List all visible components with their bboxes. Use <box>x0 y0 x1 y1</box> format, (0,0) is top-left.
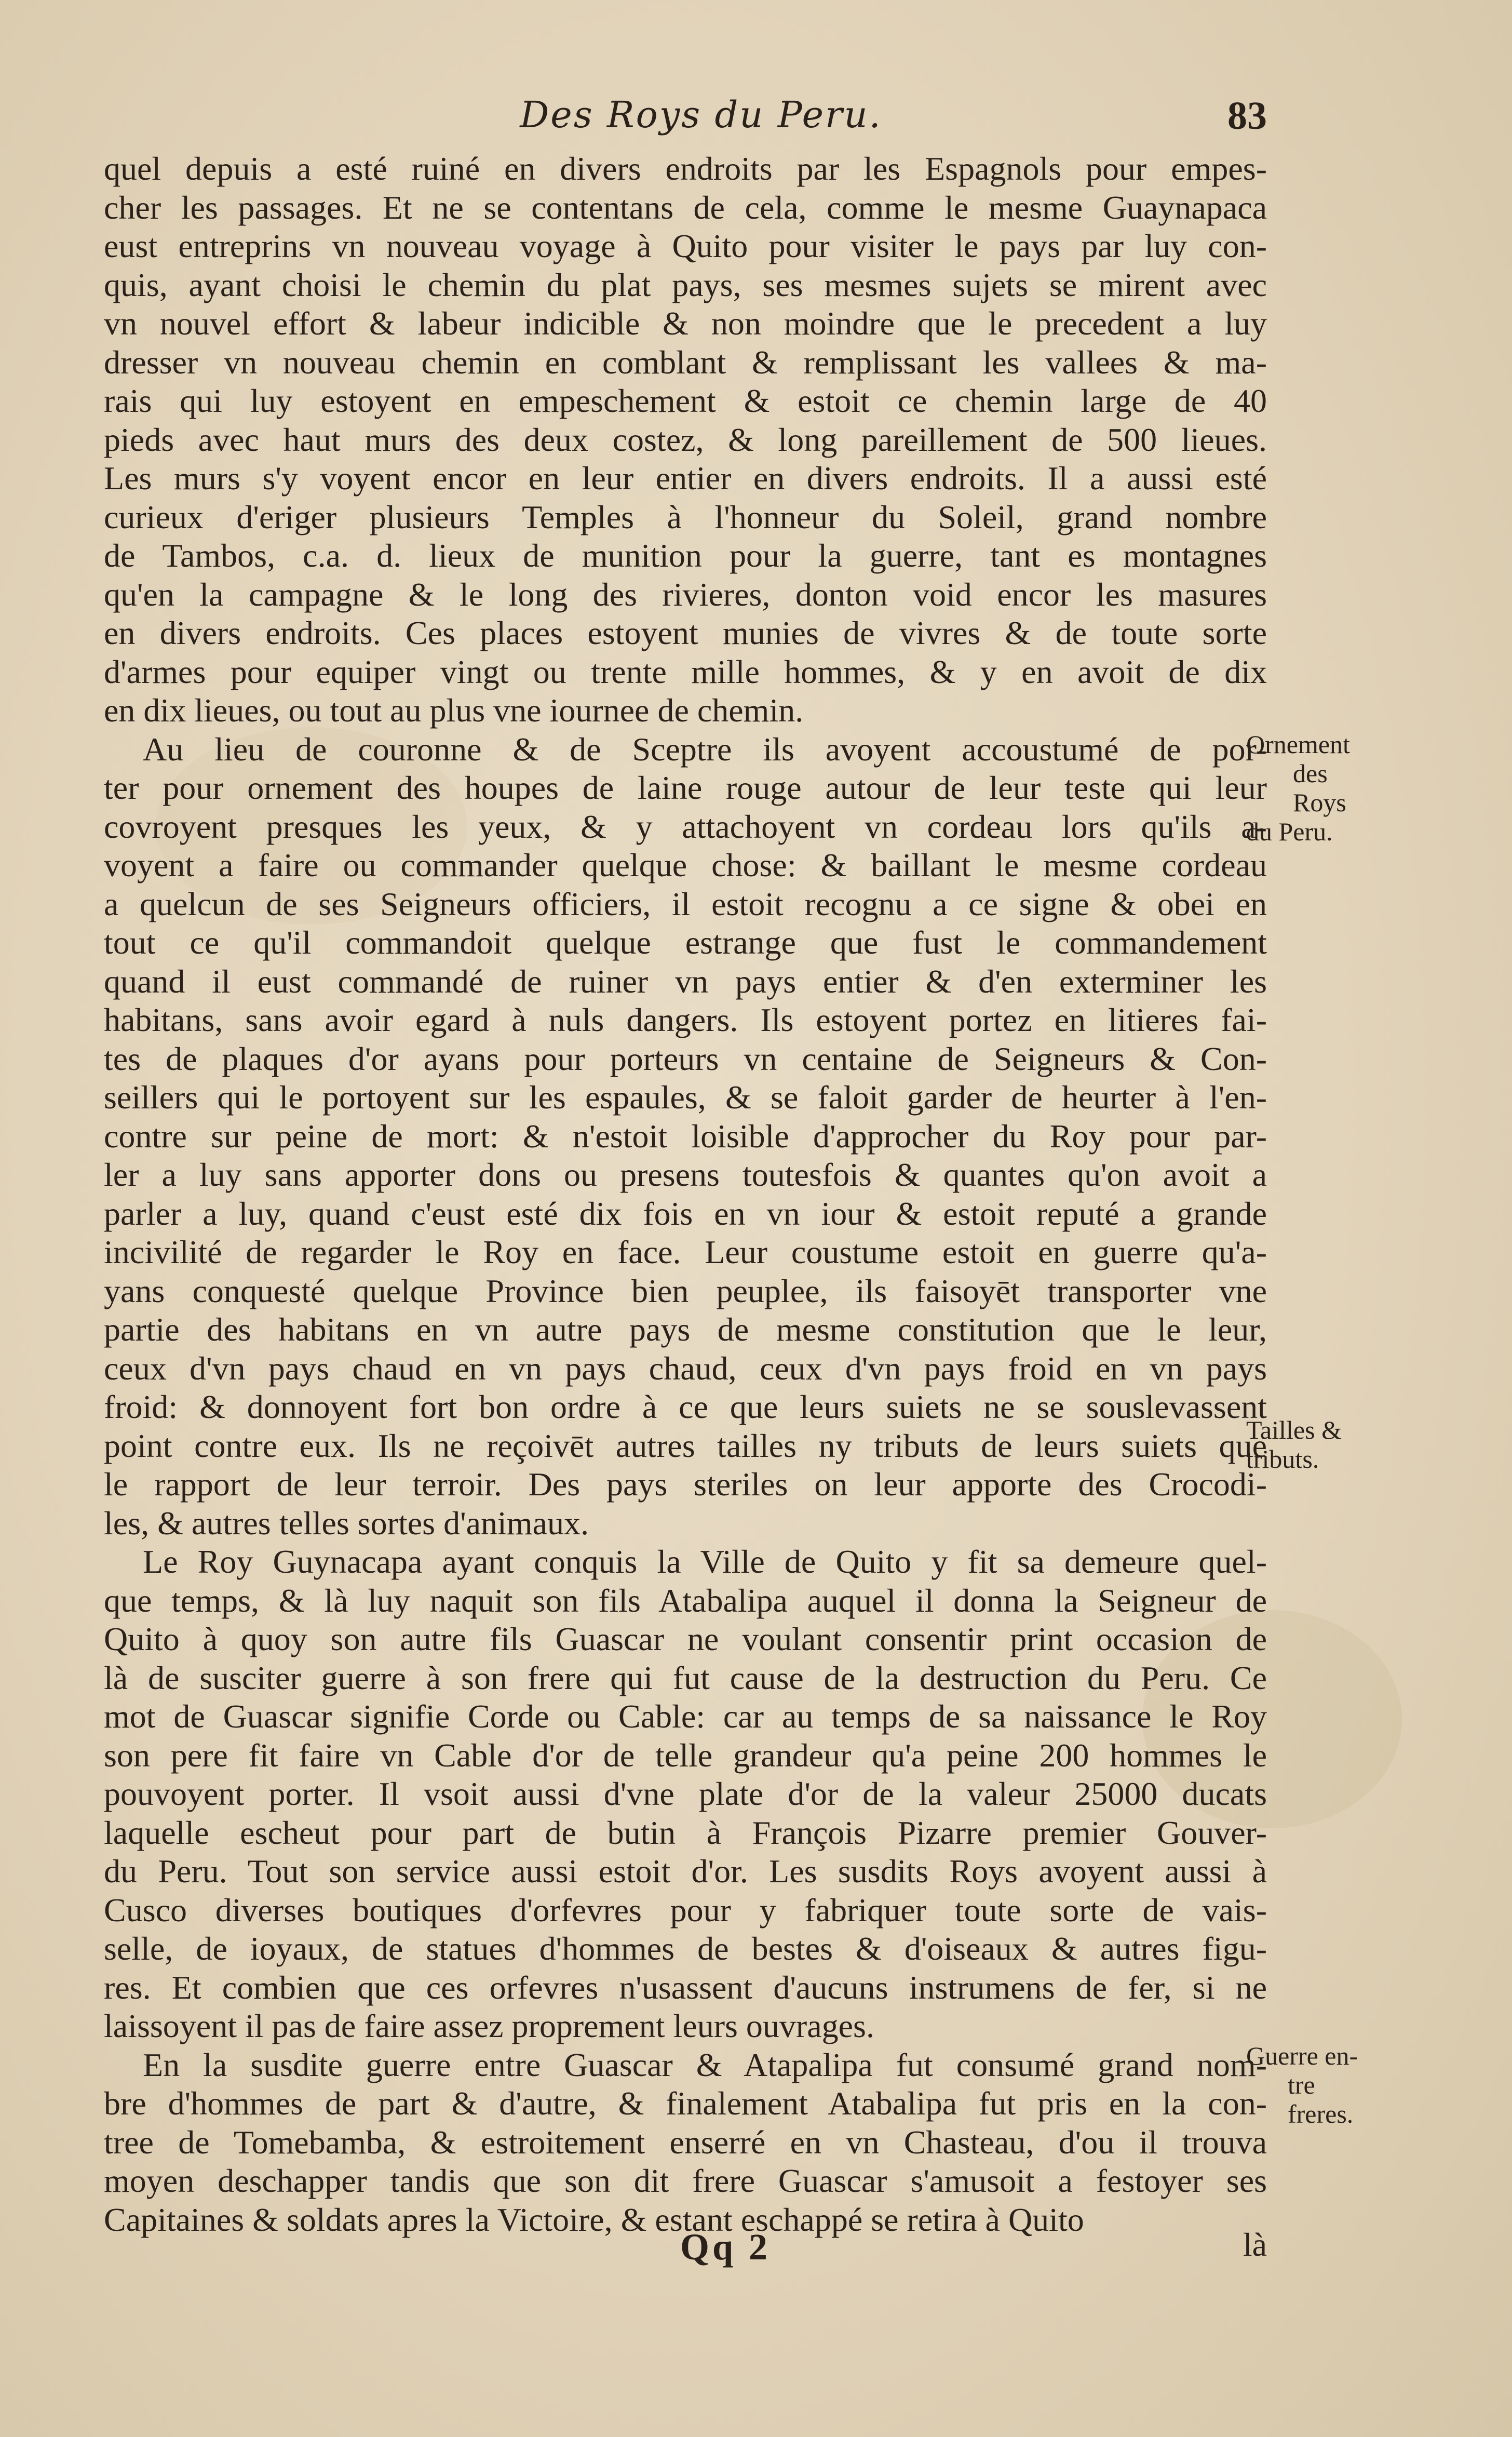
margin-note-line: tre freres. <box>1288 2070 1354 2128</box>
text-line: moyen deschapper tandis que son dit frere Guascar s'amusoit a festoyer ses <box>104 2162 1267 2199</box>
text-line: du Peru. Tout son service aussi estoit d'or. Les susdits Roys avoyent aussi à <box>104 1853 1267 1890</box>
margin-note-line: du Peru. <box>1246 817 1333 846</box>
text-line: eust entreprins vn nouveau voyage à Quito pour visiter le pays par luy con- <box>104 227 1267 264</box>
text-line: partie des habitans en vn autre pays de mesme constitution que le leur, <box>104 1311 1267 1348</box>
text-line: Au lieu de couronne & de Sceptre ils avoyent accoustumé de por- <box>143 730 1267 768</box>
page-footer <box>104 2226 1267 2288</box>
margin-note-ornement <box>1246 730 1381 846</box>
text-line: de Tambos, c.a. d. lieux de munition pour la guerre, tant es montagnes <box>104 537 1267 574</box>
text-line: quand il eust commandé de ruiner vn pays entier & d'en exterminer les <box>104 962 1267 1000</box>
text-line: ler a luy sans apporter dons ou presens toutesfois & quantes qu'on avoit a <box>104 1156 1267 1193</box>
text-line: voyent a faire ou commander quelque chose: & baillant le mesme cordeau <box>104 847 1267 883</box>
body-text <box>104 150 1267 2239</box>
text-line: qu'en la campagne & le long des rivieres, donton void encor les masures <box>104 575 1267 613</box>
text-line: tout ce qu'il commandoit quelque estrange que fust le commandement <box>104 924 1267 961</box>
text-line: mot de Guascar signifie Corde ou Cable: car au temps de sa naissance le Roy <box>104 1698 1267 1735</box>
text-line: vn nouvel effort & labeur indicible & non moindre que le precedent a luy <box>104 305 1267 342</box>
text-line: Quito à quoy son autre fils Guascar ne voulant consentir print occasion de <box>104 1621 1267 1657</box>
margin-note-line: Tailles & <box>1246 1415 1342 1444</box>
text-line: a quelcun de ses Seigneurs officiers, il estoit recognu a ce signe & obei en <box>104 885 1267 922</box>
text-line: bre d'hommes de part & d'autre, & finalement Atabalipa fut pris en la con- <box>104 2085 1267 2122</box>
text-line: laquelle escheut pour part de butin à François Pizarre premier Gouver- <box>104 1814 1267 1851</box>
text-line: Les murs s'y voyent encor en leur entier en divers endroits. Il a aussi esté <box>104 460 1267 497</box>
text-line: pouvoyent porter. Il vsoit aussi d'vne plate d'or de la valeur 25000 ducats <box>104 1775 1267 1812</box>
text-line: que temps, & là luy naquit son fils Atabalipa auquel il donna la Seigneur de <box>104 1582 1267 1619</box>
text-line: en dix lieues, ou tout au plus vne iournee de chemin. <box>104 692 804 729</box>
text-line: point contre eux. Ils ne reçoivēt autres tailles ny tributs de leurs suiets que <box>104 1427 1267 1464</box>
margin-note-tailles <box>1246 1415 1381 1474</box>
text-line: seillers qui le portoyent sur les espaules, & se faloit garder de heurter à l'en- <box>104 1079 1267 1116</box>
text-line: dresser vn nouveau chemin en comblant & remplissant les vallees & ma- <box>104 343 1267 381</box>
text-line: parler a luy, quand c'eust esté dix fois en vn iour & estoit reputé a grande <box>104 1195 1267 1232</box>
text-line: là de susciter guerre à son frere qui fut cause de la destruction du Peru. Ce <box>104 1659 1267 1696</box>
text-line: quel depuis a esté ruiné en divers endroits par les Espagnols pour empes- <box>104 150 1267 187</box>
text-line: incivilité de regarder le Roy en face. Leur coustume estoit en guerre qu'a- <box>104 1234 1267 1270</box>
catchword: là <box>1243 2226 1267 2263</box>
margin-note-line: Guerre en- <box>1246 2041 1358 2070</box>
text-line: Cusco diverses boutiques d'orfevres pour y fabriquer toute sorte de vais- <box>104 1891 1267 1929</box>
text-line: ceux d'vn pays chaud en vn pays chaud, ceux d'vn pays froid en vn pays <box>104 1349 1267 1387</box>
text-line: Capitaines & soldats apres la Victoire, & estant eschappé se retira à Quito <box>104 2201 1084 2238</box>
text-line: pieds avec haut murs des deux costez, & long pareillement de 500 lieues. <box>104 421 1267 458</box>
text-line: le rapport de leur terroir. Des pays steriles on leur apporte des Crocodi- <box>104 1466 1267 1503</box>
margin-note-guerre <box>1246 2041 1381 2128</box>
margin-note-line: des Roys <box>1293 759 1346 817</box>
text-line: habitans, sans avoir egard à nuls dangers. Ils estoyent portez en litieres fai- <box>104 1001 1267 1038</box>
text-line: contre sur peine de mort: & n'estoit loisible d'approcher du Roy pour par- <box>104 1117 1267 1155</box>
text-line: d'armes pour equiper vingt ou trente mille hommes, & y en avoit de dix <box>104 653 1267 690</box>
signature-mark: Qq 2 <box>680 2226 771 2268</box>
text-line: quis, ayant choisi le chemin du plat pays, ses mesmes sujets se mirent avec <box>104 266 1267 303</box>
text-line: tes de plaques d'or ayans pour porteurs vn centaine de Seigneurs & Con- <box>104 1040 1267 1077</box>
text-line: selle, de ioyaux, de statues d'hommes de bestes & d'oiseaux & autres figu- <box>104 1930 1267 1967</box>
page-number: 83 <box>1227 94 1267 138</box>
page-header <box>104 78 1267 151</box>
running-title: Des Roys du Peru. <box>520 93 882 136</box>
text-line: cher les passages. Et ne se contentans de cela, comme le mesme Guaynapaca <box>104 189 1267 226</box>
text-line: En la susdite guerre entre Guascar & Atapalipa fut consumé grand nom- <box>143 2046 1267 2083</box>
margin-note-line: tributs. <box>1246 1444 1319 1474</box>
text-line: les, & autres telles sortes d'animaux. <box>104 1504 589 1542</box>
text-line: covroyent presques les yeux, & y attachoyent vn cordeau lors qu'ils a- <box>104 808 1267 845</box>
text-line: curieux d'eriger plusieurs Temples à l'honneur du Soleil, grand nombre <box>104 498 1267 535</box>
text-line: son pere fit faire vn Cable d'or de telle grandeur qu'a peine 200 hommes le <box>104 1736 1267 1774</box>
text-line: en divers endroits. Ces places estoyent munies de vivres & de toute sorte <box>104 614 1267 651</box>
text-line: ter pour ornement des houpes de laine rouge autour de leur teste qui leur <box>104 769 1267 806</box>
text-line: yans conquesté quelque Province bien peuplee, ils faisoyēt transporter vne <box>104 1272 1267 1309</box>
text-line: tree de Tomebamba, & estroitement enserré en vn Chasteau, d'ou il trouva <box>104 2123 1267 2161</box>
text-line: Le Roy Guynacapa ayant conquis la Ville de Quito y fit sa demeure quel- <box>143 1543 1267 1580</box>
text-line: res. Et combien que ces orfevres n'usassent d'aucuns instrumens de fer, si ne <box>104 1969 1267 2006</box>
text-line: rais qui luy estoyent en empeschement & estoit ce chemin large de 40 <box>104 382 1267 419</box>
margin-note-line: Ornement <box>1246 730 1350 759</box>
text-line: laissoyent il pas de faire assez proprement leurs ouvrages. <box>104 2007 874 2044</box>
text-line: froid: & donnoyent fort bon ordre à ce que leurs suiets ne se souslevassent <box>104 1388 1267 1425</box>
